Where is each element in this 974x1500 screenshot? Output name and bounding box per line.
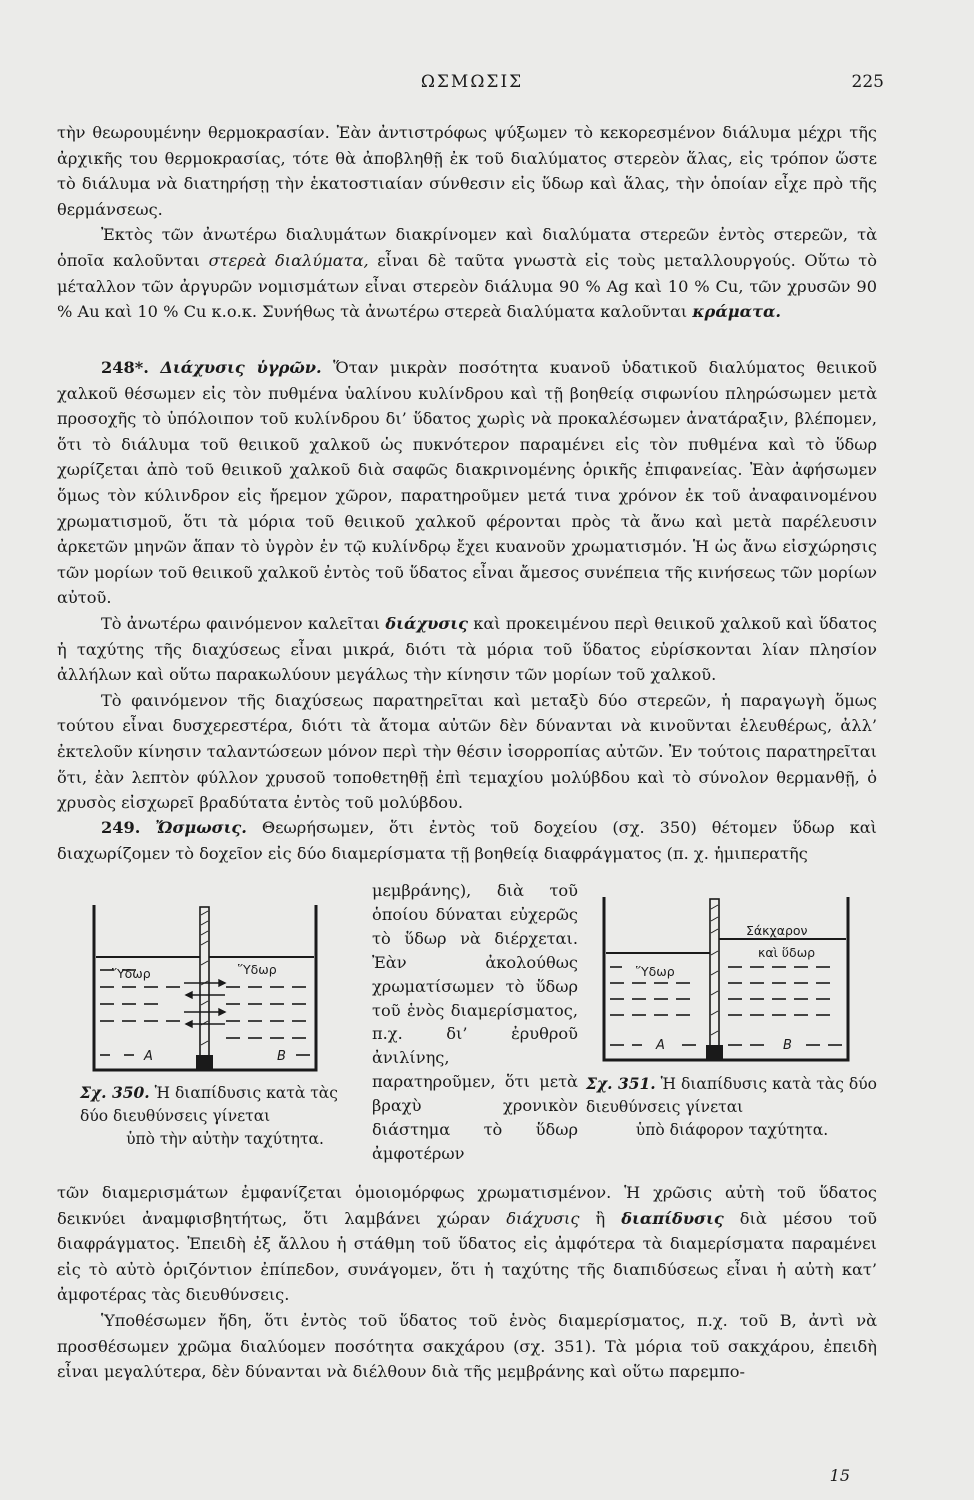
caption-figure-350: Σχ. 350. Ἡ διαπίδυσις κατὰ τὰς δύο διευθύνσεις γίνεται ὑπὸ τὴν αὐτὴν ταχύτητα. <box>80 1083 338 1148</box>
term-diffusion: διάχυσις <box>506 1208 580 1228</box>
paragraph-sugar: Ὑποθέσωμεν ἤδη, ὅτι ἐντὸς τοῦ ὕδατος τοῦ ἑνὸς διαμερίσματος, π.χ. τοῦ B, ἀντὶ νὰ προσθέσωμεν χρῶμα διαλύομεν ποσότητα σακχάρου (σχ. 351). Τὰ μόρια τοῦ σακχάρου, ἐπειδὴ εἶναι μεγαλύτερα, δὲν δύνανται νὰ διέλθουν διὰ τῆς μεμβράνης καὶ οὕτω παρεμπο- <box>57 1310 877 1382</box>
page-header <box>60 72 884 96</box>
figure-350-diagram <box>88 895 328 1080</box>
figure-number: Σχ. 350. <box>80 1083 150 1102</box>
paragraph-diffusion-liquids: 248*. Διάχυσις ὑγρῶν. Ὅταν μικρὰν ποσότητα κυανοῦ ὑδατικοῦ διαλύματος θειικοῦ χαλκοῦ θέσωμεν εἰς τὸν πυθμένα ὑαλίνου κυλίνδρου καὶ τῇ βοηθείᾳ σιφωνίου πληρώσωμεν μετὰ προσοχῆς τὸ ὑπόλοιπον τοῦ κυλίνδρου δι’ ὕδατος χωρὶς νὰ προκαλέσωμεν ἀνατάραξιν, βλέπομεν, ὅτι τὸ διάλυμα τοῦ θειικοῦ χαλκοῦ ὡς πυκνότερον παραμένει εἰς τὸν πυθμένα καὶ τὸ ὕδωρ χωρίζεται ἀπὸ τοῦ θειικοῦ χαλκοῦ διὰ σαφῶς διακρινομένης ὁρικῆς ἐπιφανείας. Ἐὰν ἀφήσωμεν ὅμως τὸν κύλινδρον εἰς ἤρεμον χῶρον, παρατηροῦμεν μετά τινα χρόνον ἐκ τοῦ ἀναφαινομένου χρωματισμοῦ, ὅτι τὰ μόρια τοῦ θειικοῦ χαλκοῦ φέρονται πρὸς τὰ ἄνω καὶ μετὰ παρέλευσιν ἀρκετῶν μηνῶν ἅπαν τὸ ὑγρὸν ἐν τῷ κυλίνδρῳ ἔχει κυανοῦν χρωματισμόν. Ἡ ὡς ἄνω εἰσχώρησις τῶν μορίων τοῦ θειικοῦ χαλκοῦ ἐντὸς τοῦ ὕδατος εἶναι ἄμεσος συνέπεια τῆς κινήσεως τῶν μορίων αὐτοῦ. <box>57 358 877 608</box>
paragraph-diffusion-definition: Τὸ ἀνωτέρω φαινόμενον καλεῖται διάχυσις καὶ προκειμένου περὶ θειικοῦ χαλκοῦ καὶ ὕδατος ἡ ταχύτης τῆς διαχύσεως εἶναι μικρά, διότι τὰ μόρια τοῦ ὕδατος εὑρίσκονται λίαν πλησίον ἀλλήλων καὶ οὕτω παρακωλύουν μεγάλως τὴν κίνησιν τῶν μορίων τοῦ χαλκοῦ. <box>57 613 877 685</box>
paragraph-osmosis-intro: 249. Ὤσμωσις. Θεωρήσωμεν, ὅτι ἐντὸς τοῦ δοχείου (σχ. 350) θέτομεν ὕδωρ καὶ διαχωρίζομεν τὸ δοχεῖον εἰς δύο διαμερίσματα τῇ βοηθείᾳ διαφράγματος (π. χ. ἡμιπερατῆς <box>57 818 877 863</box>
figure-350 <box>88 895 328 1080</box>
section-249 <box>57 815 877 866</box>
middle-column-text: μεμβράνης), διὰ τοῦ ὁποίου δύναται εὐχερῶς τὸ ὕδωρ νὰ διέρχεται. Ἐὰν ἀκολούθως χρωματίσωμεν τὸ ὕδωρ τοῦ ἑνὸς διαμερίσματος, π.χ. δι’ ἐρυθροῦ ἀνιλίνης, παρατηροῦμεν, ὅτι μετὰ βραχὺ χρονικὸν διάστημα τὸ ὕδωρ ἀμφοτέρων <box>372 881 578 1163</box>
figure-351-diagram <box>598 895 853 1070</box>
section-number: 249. <box>101 818 141 837</box>
section-title: Ὤσμωσις. <box>155 818 247 837</box>
sugar-label-line1: Σάκχαρον <box>746 923 808 938</box>
text-block-solutions <box>57 120 877 325</box>
paragraph: τὴν θεωρουμένην θερμοκρασίαν. Ἐὰν ἀντιστρόφως ψύξωμεν τὸ κεκορεσμένον διάλυμα μέχρι τῆς ἀρχικῆς του θερμοκρασίας, τότε θὰ ἀποβληθῇ ἐκ τοῦ διαλύματος στερεὸν ἅλας, εἰς τρόπον ὥστε τὸ διάλυμα νὰ διατηρήσῃ τὴν ἑκατοστιαίαν σύνθεσιν εἰς ὕδωρ καὶ ἅλας, τὴν ὁποίαν εἶχε πρὸ τῆς θερμάνσεως. <box>57 123 877 219</box>
section-248 <box>57 355 877 816</box>
caption-figure-351: Σχ. 351. Ἡ διαπίδυσις κατὰ τὰς δύο διευθύνσεις γίνεται ὑπὸ διάφορον ταχύτητα. <box>586 1074 877 1139</box>
paragraph-diapidysis: τῶν διαμερισμάτων ἐμφανίζεται ὁμοιομόρφως χρωματισμένον. Ἡ χρῶσις αὐτὴ τοῦ ὕδατος δεικνύει ἀναμφισβητήτως, ὅτι λαμβάνει χώραν διάχυσις ἢ διαπίδυσις διὰ μέσου τοῦ διαφράγματος. Ἐπειδὴ ἐξ ἄλλου ἡ στάθμη τοῦ ὕδατος εἰς ἀμφότερα τὰ διαμερίσματα παραμένει εἰς τὸ αὐτὸ ὁριζόντιον ἐπίπεδον, συνάγομεν, ὅτι ἡ ταχύτης τῆς διαπιδύσεως εἶναι ἡ αὐτὴ κατ’ ἀμφοτέρας τὰς διευθύνσεις. <box>57 1183 877 1305</box>
compartment-a-label: A <box>144 1049 153 1064</box>
page-number: 225 <box>851 72 884 92</box>
water-label-right: Ὕδωρ <box>238 962 277 977</box>
water-label-left: Ὕδωρ <box>112 966 151 981</box>
running-title: ΩΣΜΩΣΙΣ <box>420 72 524 92</box>
paragraph-solid-solutions: Ἐκτὸς τῶν ἀνωτέρω διαλυμάτων διακρίνομεν καὶ διαλύματα στερεῶν ἐντὸς στερεῶν, τὰ ὁποῖα καλοῦνται στερεὰ διαλύματα, εἶναι δὲ ταῦτα γνωστὰ εἰς τοὺς μεταλλουργούς. Οὕτω τὸ μέταλλον τῶν ἀργυρῶν νομισμάτων εἶναι στερεὸν διάλυμα 90 % Ag καὶ 10 % Cu, τῶν χρυσῶν 90 % Au καὶ 10 % Cu κ.ο.κ. Συνήθως τὰ ἀνωτέρω στερεὰ διαλύματα καλοῦνται κράματα. <box>57 225 877 322</box>
membrane-base <box>706 1045 723 1059</box>
term-alloys: κράματα. <box>692 302 782 322</box>
term-solid-solutions: στερεὰ διαλύματα, <box>208 250 369 270</box>
signature-mark: 15 <box>829 1466 850 1485</box>
paragraph-diffusion-solids: Τὸ φαινόμενον τῆς διαχύσεως παρατηρεῖται καὶ μεταξὺ δύο στερεῶν, ἡ παραγωγὴ ὅμως τούτου εἶναι δυσχερεστέρα, διότι τὰ ἄτομα αὐτῶν δὲν δύνανται νὰ κινοῦνται ἐλευθέρως, ἀλλ’ ἐκτελοῦν κίνησιν ταλαντώσεων μόνον περὶ τὴν θέσιν ἰσορροπίας αὐτῶν. Ἐν τούτοις παρατηρεῖται ὅτι, ἐὰν λεπτὸν φύλλον χρυσοῦ τοποθετηθῇ ἐπὶ τεμαχίου μολύβδου καὶ τὸ σύνολον θερμανθῇ, ὁ χρυσὸς εἰσχωρεῖ βραδύτατα ἐντὸς τοῦ μολύβδου. <box>57 690 877 813</box>
sugar-label-line2: καὶ ὕδωρ <box>758 945 816 960</box>
term-diffusion: διάχυσις <box>385 613 468 633</box>
section-number: 248*. <box>101 358 149 377</box>
figure-number: Σχ. 351. <box>586 1074 656 1093</box>
membrane-base <box>196 1055 213 1069</box>
figure-351 <box>598 895 853 1070</box>
text-block-osmosis-continued <box>57 1180 877 1385</box>
compartment-b-label: B <box>277 1049 286 1064</box>
section-title: Διάχυσις ὑγρῶν. <box>160 358 322 377</box>
compartment-b-label: B <box>783 1038 792 1053</box>
term-diapidysis: διαπίδυσις <box>621 1208 724 1228</box>
water-label-left: Ὕδωρ <box>636 964 675 979</box>
compartment-a-label: A <box>656 1038 665 1053</box>
